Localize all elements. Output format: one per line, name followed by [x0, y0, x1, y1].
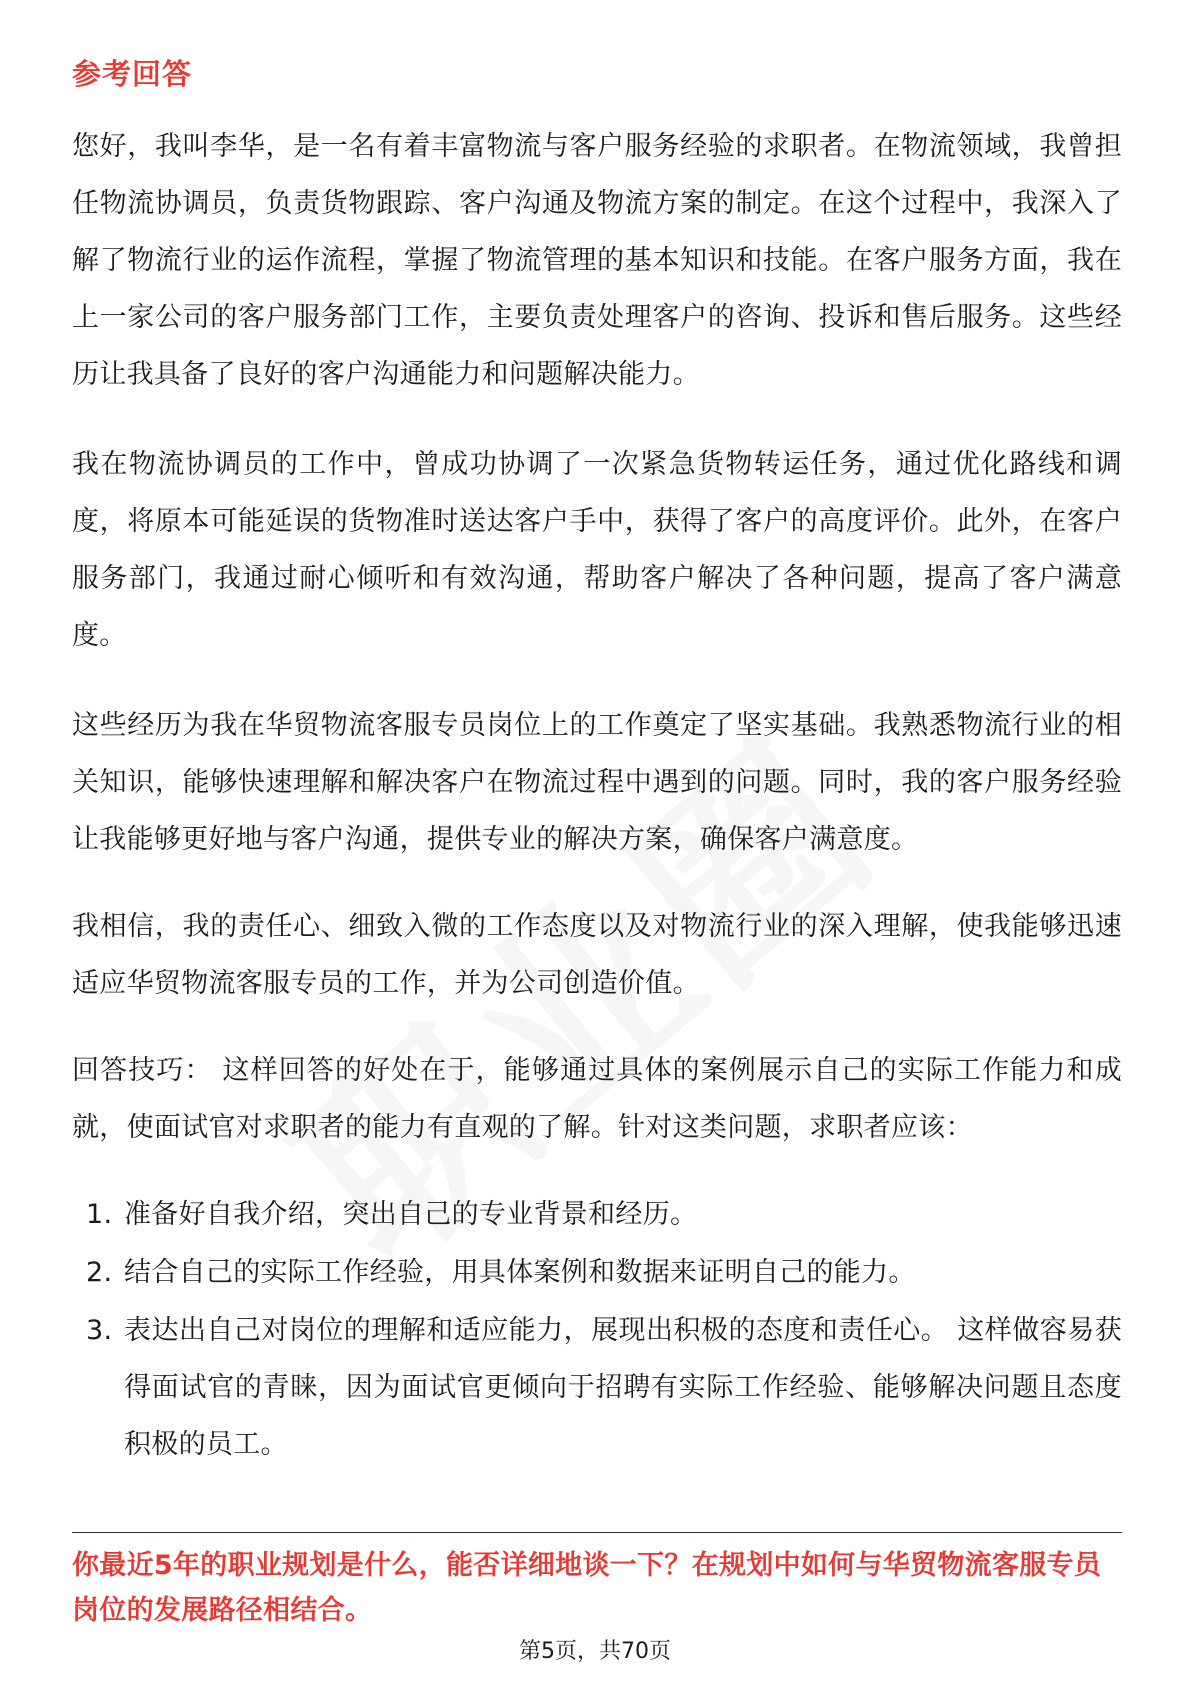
tips-list	[72, 1186, 1122, 1474]
list-item-number: 1.	[86, 1199, 113, 1230]
answer-paragraph-3: 这些经历为我在华贸物流客服专员岗位上的工作奠定了坚实基础。我熟悉物流行业的相关知识，能够快速理解和解决客户在物流过程中遇到的问题。同时，我的客户服务经验让我能够更好地与客户沟通，提供专业的解决方案，确保客户满意度。	[72, 710, 1122, 855]
list-item-text: 准备好自我介绍，突出自己的专业背景和经历。	[124, 1199, 698, 1230]
list-item	[72, 1302, 1122, 1473]
answer-tips-intro: 回答技巧： 这样回答的好处在于，能够通过具体的案例展示自己的实际工作能力和成就，使面试官对求职者的能力有直观的了解。针对这类问题，求职者应该：	[72, 1055, 1122, 1143]
answer-paragraph-4: 我相信，我的责任心、细致入微的工作态度以及对物流行业的深入理解，使我能够迅速适应华贸物流客服专员的工作，并为公司创造价值。	[72, 911, 1122, 999]
section-heading: 参考回答	[72, 57, 193, 91]
list-item-text: 结合自己的实际工作经验，用具体案例和数据来证明自己的能力。	[124, 1257, 916, 1288]
list-item	[72, 1186, 1122, 1243]
answer-paragraph-1: 您好，我叫李华，是一名有着丰富物流与客户服务经验的求职者。在物流领域，我曾担任物流协调员，负责货物跟踪、客户沟通及物流方案的制定。在这个过程中，我深入了解了物流行业的运作流程，掌握了物流管理的基本知识和技能。在客户服务方面，我在上一家公司的客户服务部门工作，主要负责处理客户的咨询、投诉和售后服务。这些经历让我具备了良好的客户沟通能力和问题解决能力。	[72, 131, 1122, 390]
list-item-number: 3.	[86, 1315, 113, 1346]
list-item-text: 表达出自己对岗位的理解和适应能力，展现出积极的态度和责任心。 这样做容易获得面试官的青睐，因为面试官更倾向于招聘有实际工作经验、能够解决问题且态度积极的员工。	[124, 1315, 1122, 1460]
answer-paragraph-2: 我在物流协调员的工作中，曾成功协调了一次紧急货物转运任务，通过优化路线和调度，将原本可能延误的货物准时送达客户手中，获得了客户的高度评价。此外，在客户服务部门，我通过耐心倾听和有效沟通，帮助客户解决了各种问题，提高了客户满意度。	[72, 449, 1122, 651]
section-divider	[72, 1532, 1122, 1533]
list-item-number: 2.	[86, 1257, 113, 1288]
next-question-heading: 你最近5年的职业规划是什么，能否详细地谈一下？在规划中如何与华贸物流客服专员岗位的发展路径相结合。	[72, 1550, 1102, 1626]
list-item	[72, 1244, 1122, 1301]
page-number: 第5页，共70页	[519, 1639, 671, 1664]
